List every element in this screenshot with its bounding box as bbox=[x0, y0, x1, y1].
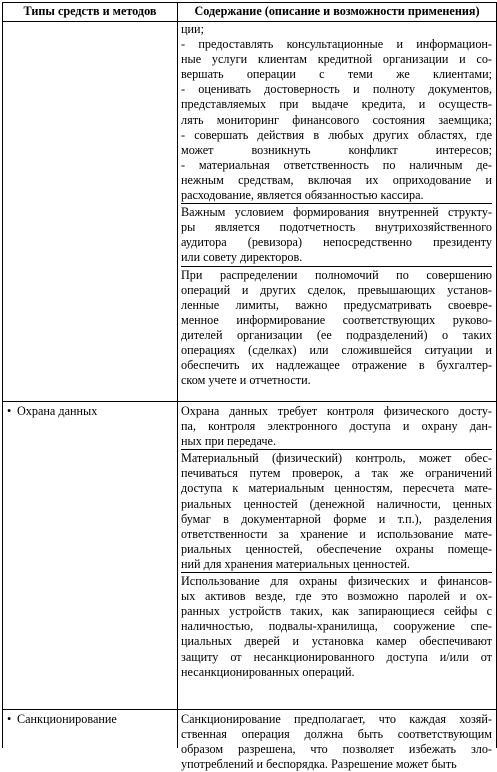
table-row bbox=[3, 401, 496, 710]
content-line: - предоставлять консультационные и информацион- bbox=[181, 37, 492, 52]
content-paragraph bbox=[181, 404, 492, 449]
content-line: вершать операции с теми же клиентами; bbox=[181, 67, 492, 82]
row-content-cell bbox=[178, 402, 496, 680]
content-line: дителей организации (ее подразделений) о таких bbox=[181, 327, 492, 342]
row-type-label: Санкционирование bbox=[17, 712, 117, 726]
content-line: лять мониторинг финансового состояния заемщика; bbox=[181, 112, 492, 127]
content-paragraph bbox=[181, 266, 492, 389]
content-line: операций и других сделок, превышающих установ- bbox=[181, 282, 492, 297]
content-paragraph bbox=[181, 449, 492, 572]
content-line: обеспечить их надлежащее отражение в бухгалтер- bbox=[181, 358, 492, 373]
content-line: бумаг в документарной форме и т.п.), разделения bbox=[181, 511, 492, 526]
content-line: образом разрешена, что позволяет избежать зло- bbox=[181, 742, 492, 757]
content-paragraph bbox=[181, 712, 492, 772]
content-line: аудитора (ревизора) непосредственно президенту bbox=[181, 235, 492, 250]
content-paragraph bbox=[181, 22, 492, 203]
content-line: - совершать действия в любых других областях, где bbox=[181, 127, 492, 142]
content-line: риальных ценностей (денежной наличности, ценных bbox=[181, 496, 492, 511]
content-line: ственная операция должна быть соответствующим bbox=[181, 727, 492, 742]
table-row bbox=[3, 709, 496, 772]
row-type-cell bbox=[3, 22, 176, 24]
content-line: Использование для охраны физических и финансов- bbox=[181, 574, 492, 589]
content-line: представляемых при выдаче кредита, и осуществ- bbox=[181, 97, 492, 112]
header-types: Типы средств и методов bbox=[23, 4, 157, 18]
content-line: защиту от несанкционированного доступа и/или от bbox=[181, 649, 492, 664]
content-line: нежным средствам, включая их оприходование и bbox=[181, 172, 492, 187]
content-line: несанкционированных операций. bbox=[181, 664, 355, 679]
content-table bbox=[2, 2, 497, 772]
content-line: ции; bbox=[181, 22, 204, 36]
content-line: ответственности за хранение и использование мате- bbox=[181, 526, 492, 541]
content-line: Охрана данных требует контроля физического досту- bbox=[181, 404, 492, 418]
row-content-cell bbox=[178, 22, 496, 388]
content-line: - оценивать достоверность и полноту документов, bbox=[181, 82, 492, 97]
content-line: ых активов везде, где это возможно паролей и ох- bbox=[181, 589, 492, 604]
content-line: ний для хранения материальных ценностей. bbox=[181, 556, 410, 571]
content-line: Важным условием формирования внутренней структу- bbox=[181, 205, 492, 220]
content-line: наличностью, подвалы-хранилища, сооружение спе- bbox=[181, 619, 492, 634]
content-line: расходование, является обязанностью кассира. bbox=[181, 188, 424, 203]
row-content-cell bbox=[178, 710, 496, 772]
row-type-cell bbox=[3, 402, 176, 420]
content-line: печиваться путем проверок, а так же ограничений bbox=[181, 466, 492, 481]
content-line: Санкционирование предполагает, что каждая хозяй- bbox=[181, 712, 492, 726]
content-line: риальных ценностей, обеспечение охраны помеще- bbox=[181, 541, 492, 556]
content-line: может возникнуть конфликт интересов; bbox=[181, 142, 492, 157]
content-paragraph bbox=[181, 203, 492, 265]
content-line: менное информирование соответствующих руково- bbox=[181, 312, 492, 327]
row-type-label: Охрана данных bbox=[17, 404, 98, 418]
table-header-row bbox=[3, 2, 496, 21]
content-line: ных при передаче. bbox=[181, 434, 277, 449]
content-line: Материальный (физический) контроль, может обес- bbox=[181, 451, 492, 466]
content-line: доступа к материальным ценностям, пересчета мате- bbox=[181, 481, 492, 496]
content-line: ные услуги клиентам кредитной организации и со- bbox=[181, 52, 492, 67]
table-row bbox=[3, 21, 496, 402]
content-line: ранных устройств таких, как запирающиеся сейфы с bbox=[181, 604, 492, 619]
row-type-cell bbox=[3, 710, 176, 728]
bullet-icon: • bbox=[7, 712, 12, 726]
content-line: операциях (сделках) или сложившейся ситуации и bbox=[181, 342, 492, 357]
content-line: ленные лимиты, важно предусматривать своевре- bbox=[181, 297, 492, 312]
content-line: ры является подотчетность внутрихозяйственного bbox=[181, 220, 492, 235]
content-line: па, контроля электронного доступа и охрану дан- bbox=[181, 419, 492, 434]
content-line: ском учете и отчетности. bbox=[181, 373, 311, 388]
content-line: употреблений и беспорядка. Разрешение может быть bbox=[181, 757, 457, 772]
content-line: - материальная ответственность по наличным де- bbox=[181, 157, 492, 172]
content-line: или совету директоров. bbox=[181, 250, 303, 265]
content-paragraph bbox=[181, 572, 492, 680]
header-content: Содержание (описание и возможности применения) bbox=[194, 4, 480, 18]
content-line: циальных дверей и установка камер обеспечивают bbox=[181, 634, 492, 649]
bullet-icon: • bbox=[7, 404, 12, 418]
content-line: При распределении полномочий по совершению bbox=[181, 267, 492, 282]
